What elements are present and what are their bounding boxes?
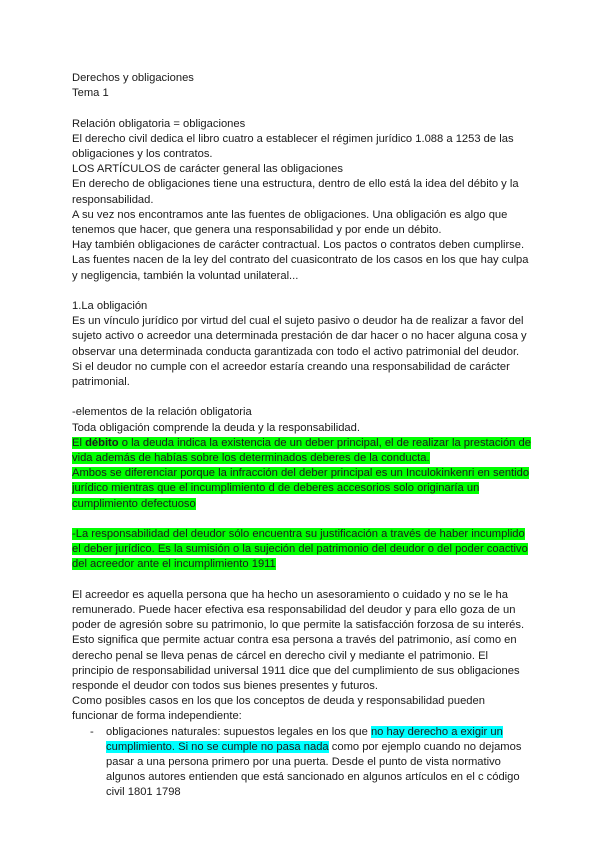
bullet-text (106, 725, 532, 801)
obligacion-heading: 1.La obligación (72, 300, 148, 313)
bullet-item (72, 725, 532, 801)
document-subtitle: Tema 1 (72, 87, 109, 100)
highlighted-paragraph (72, 527, 532, 573)
highlighted-paragraph (72, 436, 532, 466)
intro-paragraph: En derecho de obligaciones tiene una estructura, dentro de ello está la idea del débito y la responsabilidad. (72, 178, 519, 206)
elementos-heading: -elementos de la relación obligatoria (72, 406, 252, 419)
elementos-paragraph: Toda obligación comprende la deuda y la responsabilidad. (72, 421, 360, 434)
intro-paragraph: Las fuentes nacen de la ley del contrato del cuasicontrato de los casos en los que hay culpa y negligencia, también la voluntad unilateral... (72, 254, 529, 282)
bullet-text-part: como por ejemplo cuando no dejamos pasar a una persona primero por una puerta. Desde el punto de vista normativo algunos autores entienden que está sancionado en algunos artículos en el c código civil 1801 1798 (106, 740, 522, 799)
document-body (72, 71, 532, 801)
highlight-text: -La responsabilidad del deudor sólo encuentra su justificación a través de haber incumplido el deber jurídico. Es la sumisión o la sujeción del patrimonio del deudor o del poder coactivo del acreedor ante el incumplimiento 1911 (72, 528, 528, 571)
intro-paragraph: El derecho civil dedica el libro cuatro a establecer el régimen jurídico 1.088 a 1253 de las obligaciones y los contratos. (72, 132, 514, 160)
highlight-text: no hay derecho a exigir un cumplimiento. Si no se cumple no pasa nada (106, 725, 503, 753)
highlight-text: El (72, 436, 86, 449)
highlighted-paragraph (72, 466, 532, 512)
highlight-text: Ambos se diferenciar porque la infracción del deber principal es un Inculokinkenri en sentido jurídico mientras que el incumplimiento d de deberes accesorios solo originaría un cumplimiento defectuoso (72, 467, 530, 510)
bullet-text-part: obligaciones naturales: supuestos legales en los que (106, 725, 371, 738)
acreedor-paragraph: Como posibles casos en los que los conceptos de deuda y responsabilidad pueden funcionar de forma independiente: (72, 695, 485, 723)
acreedor-paragraph: El acreedor es aquella persona que ha hecho un asesoramiento o cuidado y no se le ha remunerado. Puede hacer efectiva esa responsabilidad del deudor y para ello goza de un poder de agresión sobre su patrimonio, lo que permite la satisfacción forzosa de su interés. (72, 588, 525, 632)
intro-paragraph: Hay también obligaciones de carácter contractual. Los pactos o contratos deben cumplirse. (72, 239, 525, 252)
acreedor-paragraph: Esto significa que permite actuar contra esa persona a través del patrimonio, así como en derecho penal se lleva penas de cárcel en derecho civil y mediante el patrimonio. El principio de responsabilidad universal 1911 dice que del cumplimiento de sus obligaciones responde el deudor con todos sus bienes presentes y futuros. (72, 634, 520, 693)
obligacion-paragraph: Si el deudor no cumple con el acreedor estaría creando una responsabilidad de carácter patrimonial. (72, 360, 510, 389)
document-title: Derechos y obligaciones (72, 72, 194, 84)
intro-heading: Relación obligatoria = obligaciones (72, 117, 246, 130)
intro-paragraph: A su vez nos encontramos ante las fuentes de obligaciones. Una obligación es algo que tenemos que hacer, que genera una responsabilidad y por ende un débito. (72, 208, 508, 237)
highlight-text: o la deuda indica la existencia de un deber principal, el de realizar la prestación de vida además de habías sobre los determinados deberes de la conducta. (72, 436, 531, 465)
bullet-dash: - (90, 725, 94, 738)
obligacion-paragraph: Es un vínculo jurídico por virtud del cual el sujeto pasivo o deudor ha de realizar a favor del sujeto activo o acreedor una determinada prestación de dar hacer o no hacer alguna cosa y observar una determinada conducta garantizada con todo el activo patrimonial del deudor. (72, 315, 527, 358)
intro-paragraph: LOS ARTÍCULOS de carácter general las obligaciones (72, 163, 343, 176)
highlight-bold-text: débito (85, 436, 119, 449)
